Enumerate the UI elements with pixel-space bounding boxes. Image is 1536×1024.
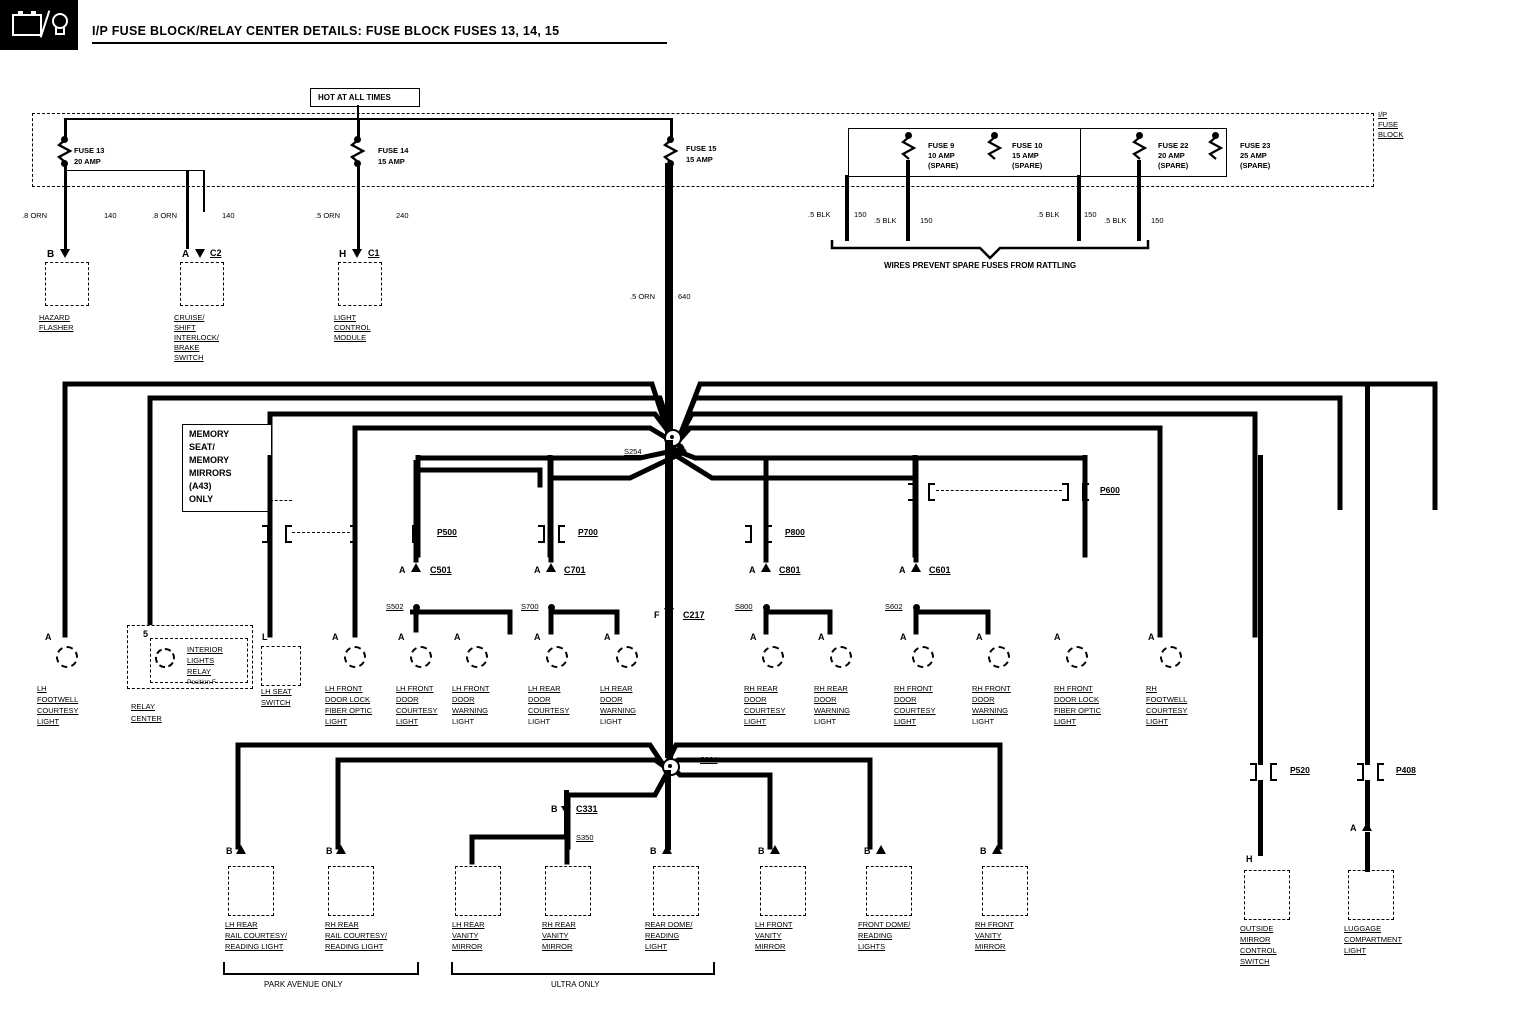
memory-note-6: ONLY xyxy=(189,494,214,504)
wire-5-gauge: .5 BLK xyxy=(808,210,831,219)
spare-fuse-brace xyxy=(830,238,1160,260)
mid-lamp-7-symbol xyxy=(762,646,784,668)
mid-lamp-10-l2: DOOR xyxy=(972,695,995,704)
fuse10-rating: 15 AMP xyxy=(1012,151,1039,160)
memory-note-2: SEAT/ xyxy=(189,442,215,452)
p408-drop xyxy=(1365,385,1370,765)
c217-arrow xyxy=(664,608,674,617)
mid-lamp-9-l4: LIGHT xyxy=(894,717,917,726)
hot-at-all-times-label: HOT AT ALL TIMES xyxy=(318,93,391,102)
mid-lamp-3-l2: DOOR xyxy=(396,695,419,704)
bot-6-box xyxy=(866,866,912,916)
fuse23-spare: (SPARE) xyxy=(1240,161,1271,170)
splice-s602-label: S602 xyxy=(885,602,903,611)
fuse22-spare: (SPARE) xyxy=(1158,161,1189,170)
fuse23-name: FUSE 23 xyxy=(1240,141,1271,150)
bot-9-l1: LUGGAGE xyxy=(1344,924,1382,933)
wire-8-gauge: .5 BLK xyxy=(1104,216,1127,225)
fuse15-bus xyxy=(357,118,673,120)
bot-0-l3: READING LIGHT xyxy=(225,942,284,951)
fuse14-rating: 15 AMP xyxy=(378,157,405,166)
bot-8-l2: MIRROR xyxy=(1240,935,1271,944)
bot-7-box xyxy=(982,866,1028,916)
mid-lamp-5-pin: A xyxy=(534,632,541,642)
mid-lamp-11-l3: FIBER OPTIC xyxy=(1054,706,1102,715)
page-title: I/P FUSE BLOCK/RELAY CENTER DETAILS: FUSE BLOCK FUSES 13, 14, 15 xyxy=(92,24,560,38)
mid-lamp-5-l2: DOOR xyxy=(528,695,551,704)
memory-note-5: (A43) xyxy=(189,481,212,491)
wire-1-gauge: .8 ORN xyxy=(22,211,48,220)
mid-lamp-10-l3: WARNING xyxy=(972,706,1008,715)
mid-lamp-9-l1: RH FRONT xyxy=(894,684,933,693)
connector-p500: P500 xyxy=(437,527,457,537)
mid-lamp-2-symbol xyxy=(344,646,366,668)
c331-arrow xyxy=(561,806,571,815)
bot-5-l3: MIRROR xyxy=(755,942,786,951)
mid-lamp-12-l1: RH xyxy=(1146,684,1157,693)
cruise-label-3: INTERLOCK/ xyxy=(174,333,220,342)
cruise-box xyxy=(180,262,224,306)
connector-c2: C2 xyxy=(210,248,222,258)
mid-lamp-8-l2: DOOR xyxy=(814,695,837,704)
mid-lamp-7-pin: A xyxy=(750,632,757,642)
bot-3-l1: RH REAR xyxy=(542,920,576,929)
mid-lamp-2-l2: DOOR LOCK xyxy=(325,695,371,704)
mid-lamp-11-pin: A xyxy=(1054,632,1061,642)
bot-5-l2: VANITY xyxy=(755,931,782,940)
relay-center-label-1: RELAY xyxy=(131,702,156,711)
bot-4-box xyxy=(653,866,699,916)
mid-lamp-5-l1: LH REAR xyxy=(528,684,561,693)
mid-lamp-5-l4: LIGHT xyxy=(528,717,551,726)
cruise-label-1: CRUISE/ xyxy=(174,313,205,322)
fuse13-rating: 20 AMP xyxy=(74,157,101,166)
hazard-arrow xyxy=(60,249,70,258)
bot-3-l2: VANITY xyxy=(542,931,569,940)
ip-fuse-block-label-2: FUSE xyxy=(1378,120,1399,129)
bot-8-l4: SWITCH xyxy=(1240,957,1270,966)
splice-s800-label: S800 xyxy=(735,602,753,611)
lcm-pin: H xyxy=(339,249,347,260)
c801-arrow xyxy=(761,563,771,572)
fuse9-rating: 10 AMP xyxy=(928,151,955,160)
bot-2-l2: VANITY xyxy=(452,931,479,940)
c501-pin: A xyxy=(399,565,406,575)
ultra-only-bracket xyxy=(450,960,718,978)
bot-9-pin: A xyxy=(1350,823,1357,833)
fuse15-rating: 15 AMP xyxy=(686,155,713,164)
bot-9-stem xyxy=(1365,832,1370,872)
cruise-pin: A xyxy=(182,249,190,260)
bot-2-l3: MIRROR xyxy=(452,942,483,951)
relay-inner-2: LIGHTS xyxy=(187,656,215,665)
lcm-label-2: CONTROL xyxy=(334,323,371,332)
battery-lamp-icon xyxy=(0,0,78,50)
lcm-label-1: LIGHT xyxy=(334,313,357,322)
p408-bracket-right xyxy=(1377,763,1384,781)
connector-p800: P800 xyxy=(785,527,805,537)
bot-6-pin: B xyxy=(864,846,871,856)
bot-1-arrow xyxy=(336,845,346,854)
mid-lamp-10-l4: LIGHT xyxy=(972,717,995,726)
mid-lamp-3-l3: COURTESY xyxy=(396,706,438,715)
bot-5-arrow xyxy=(770,845,780,854)
mid-lamp-9-symbol xyxy=(912,646,934,668)
bot-1-box xyxy=(328,866,374,916)
c601-pin: A xyxy=(899,565,906,575)
c501-branch xyxy=(410,460,550,650)
bot-7-pin: B xyxy=(980,846,987,856)
lh-seat-switch-box xyxy=(261,646,301,686)
bot-6-arrow xyxy=(876,845,886,854)
fuse14-name: FUSE 14 xyxy=(378,146,409,155)
wire-7-gauge: .5 BLK xyxy=(1037,210,1060,219)
park-avenue-bracket xyxy=(222,960,422,978)
mid-lamp-4-l3: WARNING xyxy=(452,706,488,715)
fuse10-name: FUSE 10 xyxy=(1012,141,1043,150)
wire-2-circuit: 140 xyxy=(222,211,235,220)
connector-c1: C1 xyxy=(368,248,380,258)
c331-pin: B xyxy=(551,804,558,814)
mid-lamp-9-pin: A xyxy=(900,632,907,642)
bot-0-l2: RAIL COURTESY/ xyxy=(225,931,288,940)
bot-4-arrow xyxy=(662,845,672,854)
spare-note: WIRES PREVENT SPARE FUSES FROM RATTLING xyxy=(884,261,1077,270)
lh-seat-l2: SWITCH xyxy=(261,698,291,707)
mid-lamp-8-symbol xyxy=(830,646,852,668)
mid-lamp-9-l2: DOOR xyxy=(894,695,917,704)
lh-footwell-lamp xyxy=(56,646,78,668)
spare-fuse-group-2-box xyxy=(1080,128,1227,177)
mid-lamp-3-pin: A xyxy=(398,632,405,642)
mid-lamp-12-l3: COURTESY xyxy=(1146,706,1188,715)
mid-branch-wires xyxy=(40,455,1460,645)
mid-lamp-8-pin: A xyxy=(818,632,825,642)
s602-dot xyxy=(913,604,920,611)
mid-lamp-4-pin: A xyxy=(454,632,461,642)
wire-2-drop xyxy=(186,170,189,249)
fuse14-out-wire xyxy=(357,163,360,249)
mid-lamp-3-l4: LIGHT xyxy=(396,717,419,726)
memory-note-4: MIRRORS xyxy=(189,468,232,478)
mid-lamp-11-l1: RH FRONT xyxy=(1054,684,1093,693)
title-rule xyxy=(92,42,667,44)
connector-c501: C501 xyxy=(430,565,452,575)
mid-lamp-11-symbol xyxy=(1066,646,1088,668)
fuse23-symbol xyxy=(1208,137,1224,163)
mid-lamp-6-l2: DOOR xyxy=(600,695,623,704)
bot-8-box xyxy=(1244,870,1290,920)
ultra-only-label: ULTRA ONLY xyxy=(551,980,600,989)
spare-fuse-group-1-box xyxy=(848,128,1082,177)
wire-6-circuit: 150 xyxy=(920,216,933,225)
c217-pin: F xyxy=(654,610,660,620)
relay-inner-3: RELAY xyxy=(187,667,212,676)
mid-lamp-6-l1: LH REAR xyxy=(600,684,633,693)
fuse10-symbol xyxy=(987,137,1003,163)
splice-s334-label: S334 xyxy=(700,755,718,764)
bot-0-pin: B xyxy=(226,846,233,856)
wire-3-gauge: .5 ORN xyxy=(315,211,341,220)
connector-c601: C601 xyxy=(929,565,951,575)
mid-lamp-4-l2: DOOR xyxy=(452,695,475,704)
fuse13-out-wire xyxy=(64,163,67,249)
mid-lamp-11-l4: LIGHT xyxy=(1054,717,1077,726)
ip-fuse-block-label-1: I/P xyxy=(1378,110,1388,119)
s800-dot xyxy=(763,604,770,611)
bot-7-l1: RH FRONT xyxy=(975,920,1014,929)
bot-4-l1: REAR DOME/ xyxy=(645,920,693,929)
connector-c801: C801 xyxy=(779,565,801,575)
wire-5-circuit: 150 xyxy=(854,210,867,219)
cruise-arrow xyxy=(195,249,205,258)
wire-4-circuit: 640 xyxy=(678,292,691,301)
c601-branch xyxy=(910,460,1050,650)
bot-0-l1: LH REAR xyxy=(225,920,258,929)
bot-6-l2: READING xyxy=(858,931,893,940)
mid-lamp-6-pin: A xyxy=(604,632,611,642)
bot-1-l1: RH REAR xyxy=(325,920,359,929)
bot-8-pin: H xyxy=(1246,854,1253,864)
ip-fuse-block-label-3: BLOCK xyxy=(1378,130,1404,139)
mid-lamp-4-l1: LH FRONT xyxy=(452,684,490,693)
mid-lamp-8-l3: WARNING xyxy=(814,706,850,715)
fuse10-spare: (SPARE) xyxy=(1012,161,1043,170)
bot-7-l3: MIRROR xyxy=(975,942,1006,951)
mid-lamp-5-symbol xyxy=(546,646,568,668)
connector-c701: C701 xyxy=(564,565,586,575)
mid-lamp-5-l3: COURTESY xyxy=(528,706,570,715)
connector-c217: C217 xyxy=(683,610,705,620)
s700-dot xyxy=(548,604,555,611)
connector-p408: P408 xyxy=(1396,765,1416,775)
p520-drop xyxy=(1258,455,1263,765)
memory-note-3: MEMORY xyxy=(189,455,230,465)
mid-lamp-12-symbol xyxy=(1160,646,1182,668)
bot-9-box xyxy=(1348,870,1394,920)
lcm-box xyxy=(338,262,382,306)
s334-fan xyxy=(210,735,1110,855)
c501-arrow xyxy=(411,563,421,572)
lh-footwell-l1: LH xyxy=(37,684,47,693)
connector-p520: P520 xyxy=(1290,765,1310,775)
mid-lamp-2-l3: FIBER OPTIC xyxy=(325,706,373,715)
wire-3-circuit: 240 xyxy=(396,211,409,220)
mid-lamp-12-l4: LIGHT xyxy=(1146,717,1169,726)
bot-1-pin: B xyxy=(326,846,333,856)
wire-1-circuit: 140 xyxy=(104,211,117,220)
splice-s700-label: S700 xyxy=(521,602,539,611)
bot-7-arrow xyxy=(992,845,1002,854)
fuse13-name: FUSE 13 xyxy=(74,146,105,155)
spare-wire-c xyxy=(1077,175,1081,241)
hazard-pin: B xyxy=(47,249,55,260)
wire-8-circuit: 150 xyxy=(1151,216,1164,225)
spare-wire-d xyxy=(1137,160,1141,241)
c801-pin: A xyxy=(749,565,756,575)
bot-9-arrow xyxy=(1362,822,1372,831)
mid-lamp-3-l1: LH FRONT xyxy=(396,684,434,693)
cruise-label-4: BRAKE xyxy=(174,343,200,352)
mid-lamp-10-pin: A xyxy=(976,632,983,642)
mid-lamp-7-l1: RH REAR xyxy=(744,684,778,693)
connector-p600: P600 xyxy=(1100,485,1120,495)
splice-s254-label: S254 xyxy=(624,447,642,456)
mid-lamp-8-l4: LIGHT xyxy=(814,717,837,726)
cruise-label-2: SHIFT xyxy=(174,323,196,332)
relay-center-label-2: CENTER xyxy=(131,714,162,723)
lh-seat-l1: LH SEAT xyxy=(261,687,292,696)
p520-bracket-right xyxy=(1270,763,1277,781)
c701-arrow xyxy=(546,563,556,572)
p408-bracket-left xyxy=(1357,763,1364,781)
bot-5-box xyxy=(760,866,806,916)
mid-lamp-12-pin: A xyxy=(1148,632,1155,642)
mid-lamp-2-l1: LH FRONT xyxy=(325,684,363,693)
bot-6-l1: FRONT DOME/ xyxy=(858,920,911,929)
c701-branch xyxy=(545,460,685,650)
bot-4-l3: LIGHT xyxy=(645,942,668,951)
fuse9-name: FUSE 9 xyxy=(928,141,955,150)
relay-inner-4: Position F xyxy=(187,679,216,686)
bot-1-l3: READING LIGHT xyxy=(325,942,384,951)
bot-3-box xyxy=(545,866,591,916)
s502-dot xyxy=(413,604,420,611)
lh-footwell-l3: COURTESY xyxy=(37,706,79,715)
bot-5-pin: B xyxy=(758,846,765,856)
lcm-arrow xyxy=(352,249,362,258)
mid-lamp-7-l4: LIGHT xyxy=(744,717,767,726)
bot-1-l2: RAIL COURTESY/ xyxy=(325,931,388,940)
lcm-label-3: MODULE xyxy=(334,333,367,342)
memory-note-1: MEMORY xyxy=(189,429,230,439)
fuse22-rating: 20 AMP xyxy=(1158,151,1185,160)
bot-4-pin: B xyxy=(650,846,657,856)
mid-lamp-11-l2: DOOR LOCK xyxy=(1054,695,1100,704)
relay-pin: 5 xyxy=(143,629,149,639)
mid-lamp-3-symbol xyxy=(410,646,432,668)
spare-wire-b xyxy=(906,160,910,241)
bot-0-arrow xyxy=(236,845,246,854)
cruise-label-5: SWITCH xyxy=(174,353,204,362)
mid-lamp-6-l3: WARNING xyxy=(600,706,636,715)
splice-s502-label: S502 xyxy=(386,602,404,611)
connector-p700: P700 xyxy=(578,527,598,537)
mid-lamp-12-l2: FOOTWELL xyxy=(1146,695,1188,704)
bot-0-box xyxy=(228,866,274,916)
mid-lamp-6-l4: LIGHT xyxy=(600,717,623,726)
mid-lamp-4-l4: LIGHT xyxy=(452,717,475,726)
mid-lamp-6-symbol xyxy=(616,646,638,668)
park-avenue-only-label: PARK AVENUE ONLY xyxy=(264,980,343,989)
fuse23-rating: 25 AMP xyxy=(1240,151,1267,160)
mid-lamp-10-l1: RH FRONT xyxy=(972,684,1011,693)
p520-bracket-left xyxy=(1250,763,1257,781)
fuse9-spare: (SPARE) xyxy=(928,161,959,170)
bot-2-l1: LH REAR xyxy=(452,920,485,929)
hazard-label-2: FLASHER xyxy=(39,323,74,332)
mid-lamp-10-symbol xyxy=(988,646,1010,668)
mid-lamp-7-l3: COURTESY xyxy=(744,706,786,715)
hazard-label-1: HAZARD xyxy=(39,313,70,322)
bot-4-l2: READING xyxy=(645,931,680,940)
wire-4-gauge: .5 ORN xyxy=(630,292,656,301)
c601-arrow xyxy=(911,563,921,572)
bot-5-l1: LH FRONT xyxy=(755,920,793,929)
bot-2-box xyxy=(455,866,501,916)
bot-9-l2: COMPARTMENT xyxy=(1344,935,1403,944)
mid-lamp-9-l3: COURTESY xyxy=(894,706,936,715)
lh-footwell-pin: A xyxy=(45,632,52,642)
lh-seat-pin: L xyxy=(262,632,268,642)
bot-6-l3: LIGHTS xyxy=(858,942,886,951)
mid-lamp-2-l4: LIGHT xyxy=(325,717,348,726)
mid-lamp-2-pin: A xyxy=(332,632,339,642)
wire-6-gauge: .5 BLK xyxy=(874,216,897,225)
bot-3-l3: MIRROR xyxy=(542,942,573,951)
mid-lamp-7-l2: DOOR xyxy=(744,695,767,704)
hazard-flasher-box xyxy=(45,262,89,306)
spare-wire-a xyxy=(845,175,849,241)
bot-8-l1: OUTSIDE xyxy=(1240,924,1274,933)
fuse15-name: FUSE 15 xyxy=(686,144,717,153)
c801-branch xyxy=(760,460,900,650)
c701-pin: A xyxy=(534,565,541,575)
wire-7-circuit: 150 xyxy=(1084,210,1097,219)
bot-7-l2: VANITY xyxy=(975,931,1002,940)
lh-footwell-l4: LIGHT xyxy=(37,717,60,726)
mid-lamp-8-l1: RH REAR xyxy=(814,684,848,693)
p520-drop2 xyxy=(1258,780,1263,856)
relay-lamp-symbol xyxy=(155,648,175,668)
splice-s350-label: S350 xyxy=(576,833,594,842)
fuse13-jog xyxy=(64,170,204,171)
mid-lamp-4-symbol xyxy=(466,646,488,668)
s334-down xyxy=(665,770,671,850)
fuse13-jog-drop xyxy=(203,170,205,212)
bot-9-l3: LIGHT xyxy=(1344,946,1367,955)
relay-inner-1: INTERIOR xyxy=(187,645,223,654)
fuse22-name: FUSE 22 xyxy=(1158,141,1189,150)
connector-c331: C331 xyxy=(576,804,598,814)
s350-branch xyxy=(460,830,590,870)
bot-8-l3: CONTROL xyxy=(1240,946,1277,955)
wire-2-gauge: .8 ORN xyxy=(152,211,178,220)
lh-footwell-l2: FOOTWELL xyxy=(37,695,79,704)
